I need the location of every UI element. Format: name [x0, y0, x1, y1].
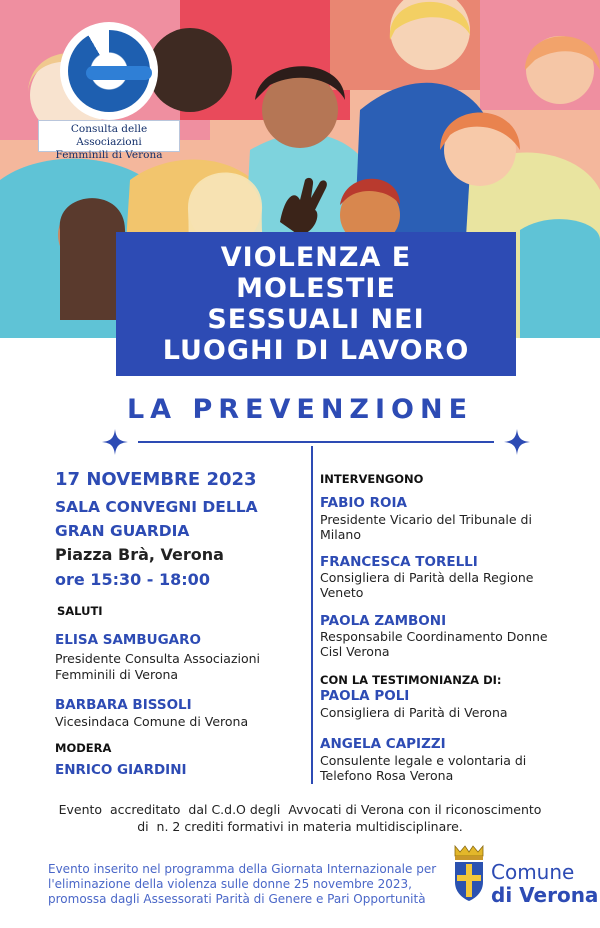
speaker-name: BARBARA BISSOLI	[55, 697, 192, 713]
comune-verona-crest-icon	[452, 844, 486, 902]
footer-line2: l'eliminazione della violenza sulle donne 25 novembre 2023,	[48, 877, 412, 891]
speaker-role: Milano	[320, 527, 361, 542]
logo-line2: Femminili di Verona	[55, 149, 163, 161]
accreditation-line2: di n. 2 crediti formativi in materia multidisciplinare.	[137, 819, 463, 834]
subtitle: LA PREVENZIONE	[126, 394, 474, 425]
footer-note	[48, 862, 458, 907]
speaker-role: Telefono Rosa Verona	[320, 768, 454, 783]
consulta-logo	[38, 22, 180, 161]
logo-bar	[86, 66, 152, 80]
speaker-role: Presidente Vicario del Tribunale di	[320, 512, 532, 527]
logo-line1: Consulta delle Associazioni	[70, 123, 148, 148]
title-line-3: SESSUALI NEI	[207, 304, 425, 335]
sparkle-icon	[102, 429, 128, 455]
comune-verona-wordmark	[491, 861, 598, 907]
title-box	[116, 232, 516, 376]
speaker-role: Presidente Consulta Associazioni	[55, 651, 261, 666]
speaker-role: Vicesindaca Comune di Verona	[55, 714, 249, 729]
accreditation-line1: Evento accreditato dal C.d.O degli Avvocati di Verona con il riconoscimento	[58, 802, 542, 817]
speaker-name: FABIO ROIA	[320, 495, 407, 511]
moderator-name: ENRICO GIARDINI	[55, 762, 187, 778]
event-venue-line2: GRAN GUARDIA	[55, 522, 190, 540]
speaker-name: ELISA SAMBUGARO	[55, 632, 201, 648]
speaker-role: Consigliera di Parità di Verona	[320, 705, 508, 720]
title-line-2: MOLESTIE	[236, 273, 396, 304]
intervengono-label: INTERVENGONO	[320, 472, 424, 486]
event-place: Piazza Brà, Verona	[55, 545, 224, 564]
speaker-role: Responsabile Coordinamento Donne	[320, 629, 548, 644]
testimonianza-label: CON LA TESTIMONIANZA DI:	[320, 673, 502, 687]
divider-line	[138, 441, 494, 443]
speaker-name: PAOLA ZAMBONI	[320, 613, 447, 629]
title-line-4: LUOGHI DI LAVORO	[162, 335, 470, 366]
sparkle-icon	[504, 429, 530, 455]
speaker-role: Femminili di Verona	[55, 667, 179, 682]
modera-label: MODERA	[55, 741, 112, 755]
event-date: 17 NOVEMBRE 2023	[55, 469, 257, 490]
footer-line1: Evento inserito nel programma della Giornata Internazionale per	[48, 862, 437, 876]
speaker-role: Cisl Verona	[320, 644, 390, 659]
event-time: ore 15:30 - 18:00	[55, 570, 210, 589]
title-line-1: VIOLENZA E	[220, 242, 412, 273]
speaker-role: Consulente legale e volontaria di	[320, 753, 527, 768]
comune-line1: Comune	[491, 860, 575, 884]
event-venue-line1: SALA CONVEGNI DELLA	[55, 498, 258, 516]
saluti-label: SALUTI	[57, 604, 103, 618]
speaker-name: ANGELA CAPIZZI	[320, 736, 446, 752]
speaker-name: FRANCESCA TORELLI	[320, 554, 478, 570]
comune-line2: di Verona	[491, 883, 599, 907]
logo-caption	[38, 120, 180, 161]
speaker-role: Consigliera di Parità della Regione	[320, 570, 534, 585]
footer-line3: promossa dagli Assessorati Parità di Genere e Pari Opportunità	[48, 892, 426, 906]
accreditation-note	[0, 801, 600, 835]
column-divider	[311, 446, 313, 784]
speaker-name: PAOLA POLI	[320, 688, 410, 704]
speaker-role: Veneto	[320, 585, 364, 600]
